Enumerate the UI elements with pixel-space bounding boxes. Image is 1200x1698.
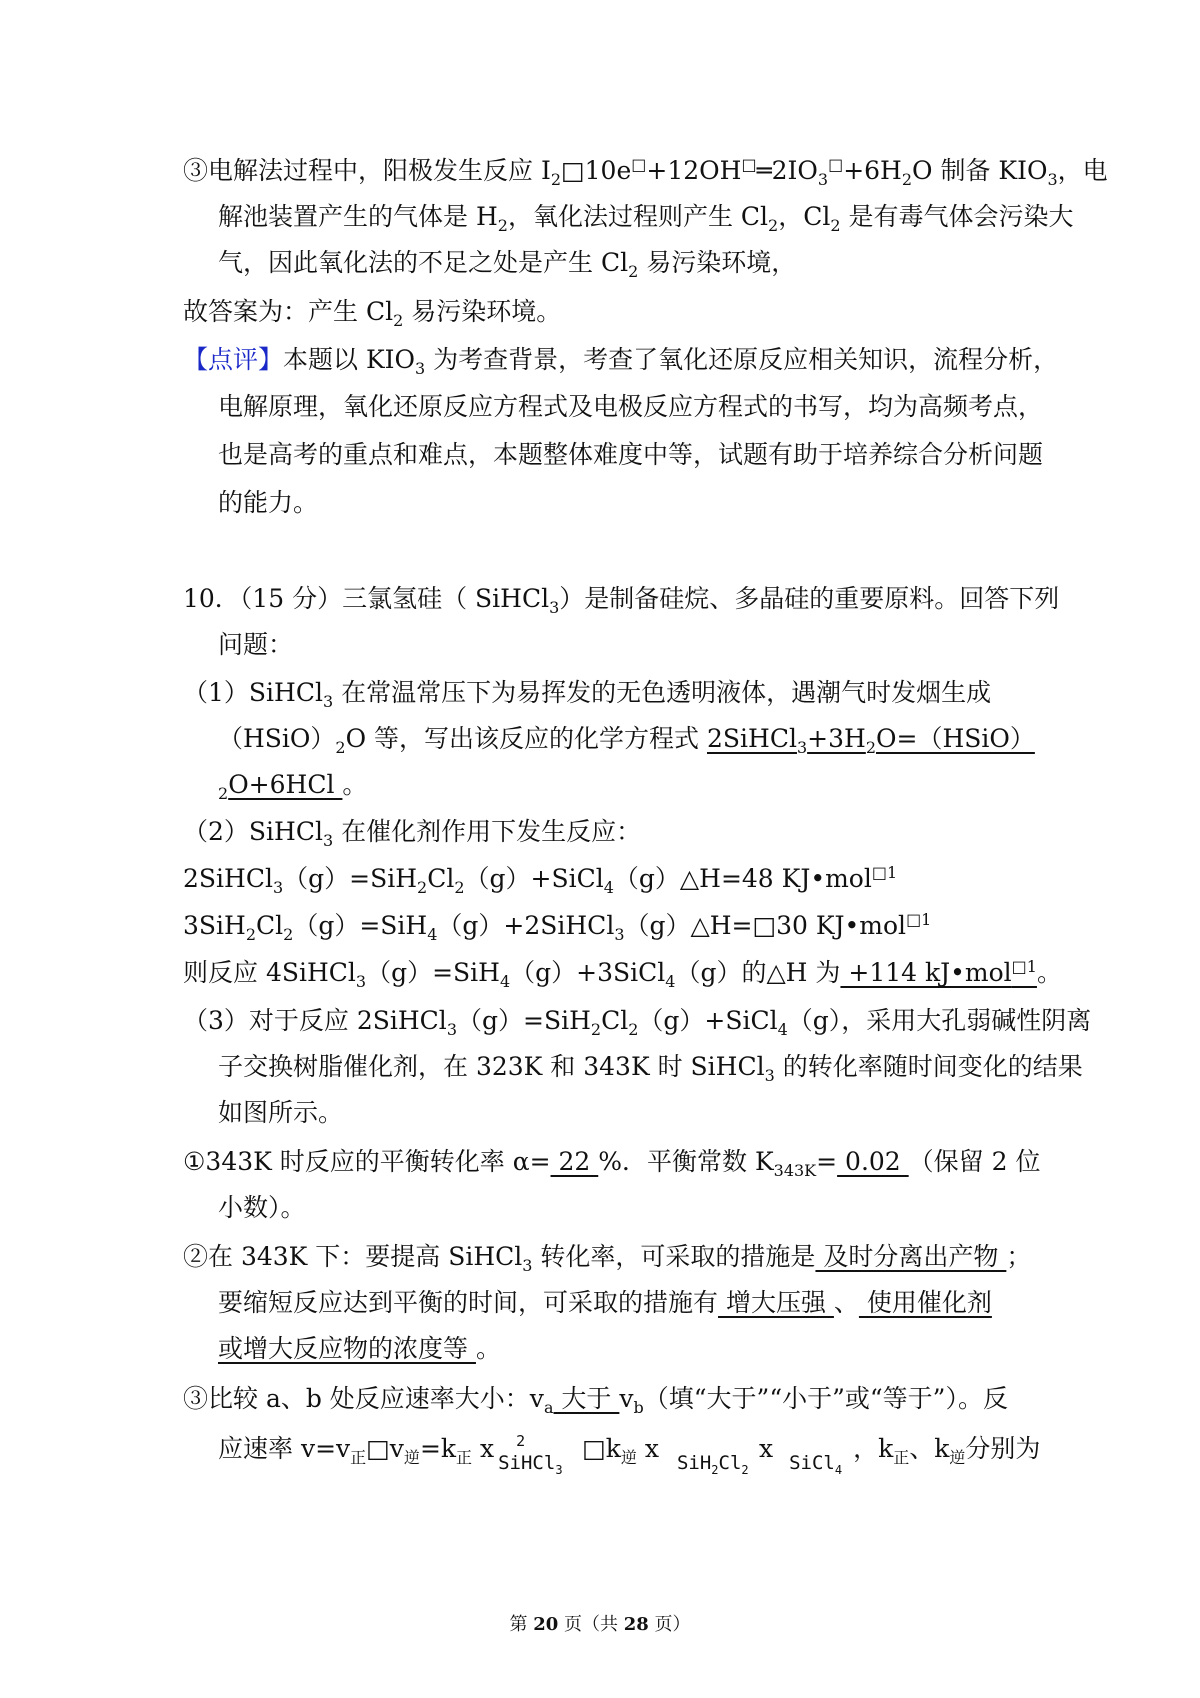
text-line: 气，因此氧化法的不足之处是产生 $Cl_2$ 易污染环境， [218, 248, 797, 281]
text-line: 或增大反应物的浓度等 。 [218, 1334, 501, 1363]
answer-catalyst: 使用催化剂 [858, 1288, 992, 1317]
text-line: ③电解法过程中，阳极发生反应 $I_2□10e^□+12OH^□═2IO_3^□+6H_2O$ 制备 $KIO_3$，电 [183, 155, 1108, 189]
formula-line: 应速率 $v=v_正□v_逆=k_正$ x 2 SiHCl$_3$ $□k_逆$ x $SiH_2Cl_2$ x SiCl$_4$ ，$k_正$、$k_逆$分别为 [218, 1432, 1041, 1477]
text-line: 小数）。 [218, 1193, 306, 1222]
question-heading: 10．（15 分）三氯氢硅（ SiHCl$_3$）是制备硅烷、多晶硅的重要原料。回答下列 [183, 584, 1060, 617]
question-heading: 问题： [218, 630, 294, 659]
text-line: 子交换树脂催化剂，在 323K 和 343K 时 SiHCl$_3$ 的转化率随时间变化的结果 [218, 1052, 1083, 1085]
answer-line: 故答案为：产生 $Cl_2$ 易污染环境。 [183, 297, 562, 330]
page-footer: 第 20 页（共 28 页） [509, 1614, 691, 1635]
text-line: ③比较 a、b 处反应速率大小：$v_a$ 大于 $v_b$（填“大于”“小于”或“等于”）。反 [183, 1384, 1008, 1417]
answer-equation: $2SiHCl_3+3H_2O=(HSiO)$ [707, 724, 1035, 757]
formula-term-sicl4: SiCl$_4$ [789, 1452, 843, 1477]
answer-rate-compare: 大于 [553, 1384, 620, 1413]
answer-equation-cont: $_2$O+6HCl [218, 770, 343, 803]
answer-constant: 0.02 [837, 1147, 909, 1176]
formula-term-sih2cl2: $SiH_2Cl_2$ [676, 1452, 749, 1477]
equation-line: 则反应 4SiHCl$_3$（g）=SiH$_4$（g）+3SiCl$_4$（g）的△H 为 +114 kJ•mol$^{□1}$。 [183, 957, 1062, 991]
review-tag: 【点评】 [183, 345, 284, 374]
formula-term-sihcl3: 2 SiHCl$_3$ [498, 1432, 563, 1477]
text-line: （1）SiHCl$_3$ 在常温常压下为易挥发的无色透明液体，遇潮气时发烟生成 [183, 678, 992, 711]
text-line: 如图所示。 [218, 1098, 344, 1127]
equation-line: $3SiH_2Cl_2(g)=SiH_4(g)+2SiHCl_3(g)\triangle H=□30$ KJ•mol$^{□1}$ [183, 910, 932, 944]
review-line: 【点评】本题以 $KIO_3$ 为考查背景，考查了氧化还原反应相关知识，流程分析， [183, 345, 1059, 378]
answer-measure: 及时分离出产物 [815, 1242, 1007, 1271]
answer-pressure: 增大压强 [718, 1288, 834, 1317]
text-line: ①343K 时反应的平衡转化率 α= 22 %．平衡常数 $K_{343K}= 0.02$ （保留 2 位 [183, 1147, 1041, 1180]
current-page: 20 [533, 1614, 559, 1635]
text-line: （3）对于反应 $2SiHCl_3(g)=SiH_2Cl_2(g)+SiCl_4(g)$，采用大孔弱碱性阴离 [183, 1006, 1092, 1039]
text-line: $_2$O+6HCl 。 [218, 770, 368, 803]
text-line: ②在 343K 下：要提高 SiHCl$_3$ 转化率，可采取的措施是 及时分离出产物 ； [183, 1242, 1032, 1275]
text-line: 要缩短反应达到平衡的时间，可采取的措施有 增大压强 、 使用催化剂 [218, 1288, 992, 1317]
equation-line: $2SiHCl_3(g)=SiH_2Cl_2(g)+SiCl_4(g)\triangle H=48$ KJ•mol$^{□1}$ [183, 863, 898, 897]
review-line: 电解原理，氧化还原反应方程式及电极反应方程式的书写，均为高频考点， [218, 392, 1044, 421]
text-line: 解池装置产生的气体是 $H_2$，氧化法过程则产生 $Cl_2$，$Cl_2$ 是有毒气体会污染大 [218, 202, 1074, 235]
answer-delta-h: +114 kJ•mol$^{□1}$ [840, 957, 1037, 987]
text-line: （2）SiHCl$_3$ 在催化剂作用下发生反应： [183, 817, 642, 850]
answer-conversion: 22 [550, 1147, 599, 1176]
review-line: 的能力。 [218, 488, 319, 517]
text-line: $(HSiO)_2O$ 等，写出该反应的化学方程式 $2SiHCl_3+3H_2O=(HSiO)$ [218, 724, 1035, 757]
answer-catalyst-cont: 或增大反应物的浓度等 [218, 1334, 476, 1363]
total-pages: 28 [623, 1614, 649, 1635]
review-line: 也是高考的重点和难点，本题整体难度中等，试题有助于培养综合分析问题 [218, 440, 1044, 469]
